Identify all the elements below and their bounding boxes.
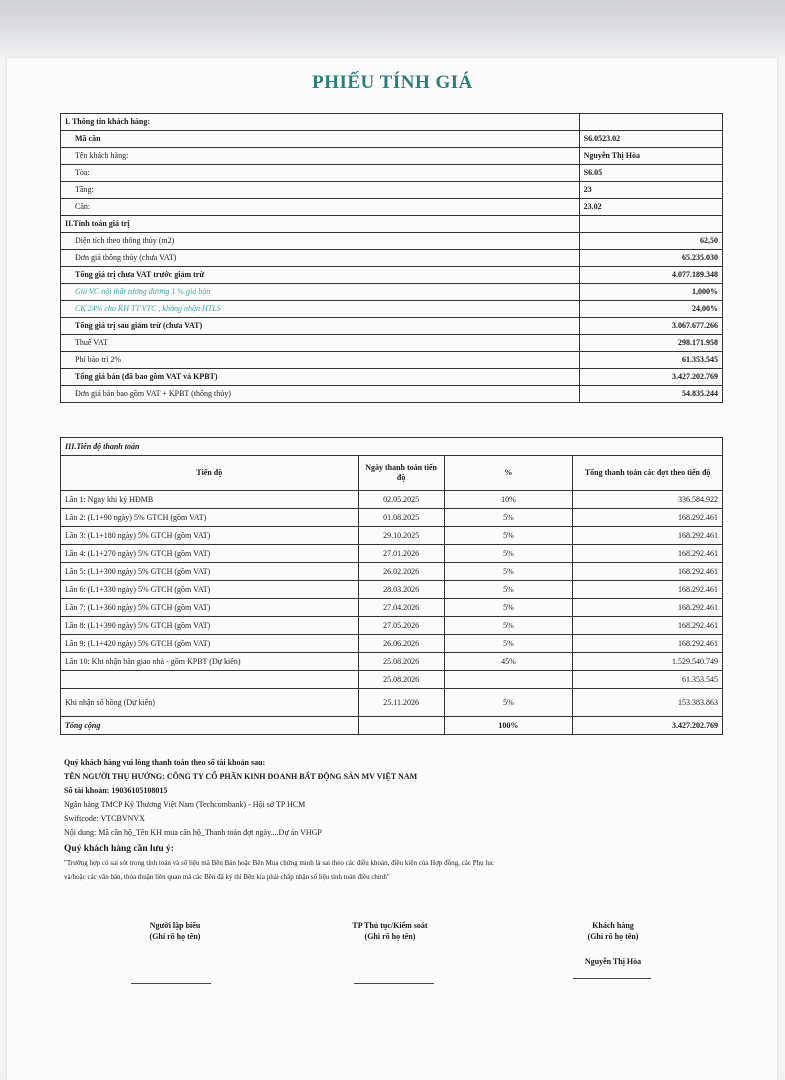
signature-subtitle: (Ghi rõ họ tên) <box>364 932 416 941</box>
document-title: PHIẾU TÍNH GIÁ <box>312 72 473 93</box>
section1-header: I. Thông tin khách hàng: <box>61 114 580 131</box>
amount-cell: 61.353.545 <box>573 671 723 689</box>
calc-label: Phí bảo trì 2% <box>61 352 580 369</box>
pct-cell: 5% <box>444 617 573 635</box>
total-label: Tổng cộng <box>61 717 359 735</box>
date-cell: 02.05.2025 <box>358 491 444 509</box>
signature-preparer <box>85 920 265 942</box>
calc-label: Tổng giá trị chưa VAT trước giảm trừ <box>61 267 580 284</box>
date-cell: 29.10.2025 <box>358 527 444 545</box>
stage-cell: Khi nhận sổ hồng (Dự kiến) <box>61 689 359 717</box>
signature-line <box>573 978 651 979</box>
stage-cell: Lần 9: (L1+420 ngày) 5% GTCH (gồm VAT) <box>61 635 359 653</box>
signature-line <box>354 983 434 984</box>
info-label: Mã căn <box>61 131 580 148</box>
calc-value: 24,00% <box>579 301 722 318</box>
pct-cell: 5% <box>444 509 573 527</box>
calc-value: 1,000% <box>579 284 722 301</box>
customer-name: Nguyễn Thị Hòa <box>584 957 642 966</box>
pct-cell: 45% <box>444 653 573 671</box>
amount-cell: 153.383.863 <box>573 689 723 717</box>
bank-line: Ngân hàng TMCP Kỹ Thương Việt Nam (Techcombank) - Hội sở TP HCM <box>64 800 306 809</box>
notice-heading: Quý khách hàng cần lưu ý: <box>64 844 174 854</box>
stage-cell: Lần 1: Ngay khi ký HĐMB <box>61 491 359 509</box>
signature-controller <box>300 920 480 942</box>
info-label: Tên khách hàng: <box>61 148 580 165</box>
info-value: 23.02 <box>579 199 722 216</box>
stage-cell: Lần 6: (L1+330 ngày) 5% GTCH (gồm VAT) <box>61 581 359 599</box>
account-number-line: Số tài khoản: 19036105108015 <box>64 786 168 795</box>
column-header: Ngày thanh toán tiến độ <box>358 456 444 491</box>
amount-cell: 168.292.461 <box>573 581 723 599</box>
date-cell: 27.05.2026 <box>358 617 444 635</box>
stage-cell: Lần 8: (L1+390 ngày) 5% GTCH (gồm VAT) <box>61 617 359 635</box>
calc-value: 298.171.958 <box>579 335 722 352</box>
date-cell: 25.08.2026 <box>358 653 444 671</box>
pct-cell: 5% <box>444 527 573 545</box>
calc-label: Đơn giá bán bao gồm VAT + KPBT (thông thủy) <box>61 386 580 403</box>
signature-subtitle: (Ghi rõ họ tên) <box>587 932 639 941</box>
pct-cell: 5% <box>444 635 573 653</box>
stage-cell <box>61 671 359 689</box>
stage-cell: Lần 2: (L1+90 ngày) 5% GTCH (gồm VAT) <box>61 509 359 527</box>
date-cell: 26.02.2026 <box>358 563 444 581</box>
pct-cell: 5% <box>444 563 573 581</box>
total-amount: 3.427.202.769 <box>573 717 723 735</box>
amount-cell: 168.292.461 <box>573 527 723 545</box>
stage-cell: Lần 3: (L1+180 ngày) 5% GTCH (gồm VAT) <box>61 527 359 545</box>
column-header: Tiến độ <box>61 456 359 491</box>
date-cell: 01.08.2025 <box>358 509 444 527</box>
signature-title: TP Thủ tục/Kiểm soát <box>352 921 428 930</box>
pct-cell: 10% <box>444 491 573 509</box>
stage-cell: Lần 4: (L1+270 ngày) 5% GTCH (gồm VAT) <box>61 545 359 563</box>
date-cell: 27.04.2026 <box>358 599 444 617</box>
payment-schedule-table <box>60 437 723 735</box>
beneficiary-line: TÊN NGƯỜI THỤ HƯỞNG: CÔNG TY CỔ PHẦN KINH DOANH BẤT ĐỘNG SẢN MV VIỆT NAM <box>64 772 418 781</box>
date-cell: 25.11.2026 <box>358 689 444 717</box>
calc-value: 61.353.545 <box>579 352 722 369</box>
section3-header: III.Tiến độ thanh toán <box>61 438 723 456</box>
info-label: Tầng: <box>61 182 580 199</box>
amount-cell: 168.292.461 <box>573 563 723 581</box>
stage-cell: Lần 10: Khi nhận bàn giao nhà - gồm KPBT (Dự kiến) <box>61 653 359 671</box>
info-value: Nguyễn Thị Hòa <box>579 148 722 165</box>
stage-cell: Lần 5: (L1+300 ngày) 5% GTCH (gồm VAT) <box>61 563 359 581</box>
content-line: Nội dung: Mã căn hộ_Tên KH mua căn hộ_Thanh toán đợt ngày....Dự án VHGP <box>64 828 322 837</box>
payment-notes <box>64 756 724 884</box>
note-line: Quý khách hàng vui lòng thanh toán theo số tài khoản sau: <box>64 758 266 767</box>
pct-cell: 5% <box>444 545 573 563</box>
date-cell: 28.03.2026 <box>358 581 444 599</box>
signature-subtitle: (Ghi rõ họ tên) <box>149 932 201 941</box>
amount-cell: 168.292.461 <box>573 635 723 653</box>
section2-header: II.Tính toán giá trị <box>61 216 580 233</box>
amount-cell: 1.529.540.749 <box>573 653 723 671</box>
amount-cell: 168.292.461 <box>573 617 723 635</box>
calc-label: Tổng giá trị sau giảm trừ (chưa VAT) <box>61 318 580 335</box>
calc-value: 4.077.189.348 <box>579 267 722 284</box>
calc-value: 65.235.030 <box>579 250 722 267</box>
column-header: % <box>444 456 573 491</box>
amount-cell: 168.292.461 <box>573 545 723 563</box>
customer-info-table <box>60 113 723 403</box>
calc-label: Diện tích theo thông thủy (m2) <box>61 233 580 250</box>
pct-cell: 5% <box>444 689 573 717</box>
calc-value: 62,50 <box>579 233 722 250</box>
calc-label: Tổng giá bán (đã bao gồm VAT và KPBT) <box>61 369 580 386</box>
calc-label: Thuế VAT <box>61 335 580 352</box>
info-value: S6.0523.02 <box>579 131 722 148</box>
date-cell: 25.08.2026 <box>358 671 444 689</box>
calc-label: CK 24% cho KH TT VTC , không nhận HTLS <box>61 301 580 318</box>
swiftcode-line: Swiftcode: VTCBVNVX <box>64 814 145 823</box>
amount-cell: 168.292.461 <box>573 599 723 617</box>
amount-cell: 168.292.461 <box>573 509 723 527</box>
total-pct: 100% <box>444 717 573 735</box>
calc-value: 3.427.202.769 <box>579 369 722 386</box>
pct-cell <box>444 671 573 689</box>
calc-label: Giá VC nội thất tương đương 1 % giá bán <box>61 284 580 301</box>
info-label: Tòa: <box>61 165 580 182</box>
amount-cell: 336.584.922 <box>573 491 723 509</box>
signature-line <box>131 983 211 984</box>
signature-title: Khách hàng <box>592 921 634 930</box>
info-value: 23 <box>579 182 722 199</box>
notice-text: và/hoặc các văn bản, thỏa thuận liên quan mà các Bên đã ký thì Bên kia phải chấp nhận số liệu tính toán điều chỉnh" <box>64 873 390 881</box>
pct-cell: 5% <box>444 599 573 617</box>
stage-cell: Lần 7: (L1+360 ngày) 5% GTCH (gồm VAT) <box>61 599 359 617</box>
calc-label: Đơn giá thông thủy (chưa VAT) <box>61 250 580 267</box>
signature-customer <box>523 920 703 967</box>
notice-text: "Trường hợp có sai sót trong tính toán và số liệu mà Bên Bán hoặc Bên Mua chứng minh là sai theo các điều khoản, điều kiện của Hợp đồng, các Phụ lục <box>64 859 494 867</box>
info-value: S6.05 <box>579 165 722 182</box>
signature-title: Người lập biểu <box>149 921 201 930</box>
date-cell: 26.06.2026 <box>358 635 444 653</box>
calc-value: 54.835.244 <box>579 386 722 403</box>
calc-value: 3.067.677.266 <box>579 318 722 335</box>
date-cell: 27.01.2026 <box>358 545 444 563</box>
info-label: Căn: <box>61 199 580 216</box>
column-header: Tổng thanh toán các đợt theo tiến độ <box>573 456 723 491</box>
pct-cell: 5% <box>444 581 573 599</box>
